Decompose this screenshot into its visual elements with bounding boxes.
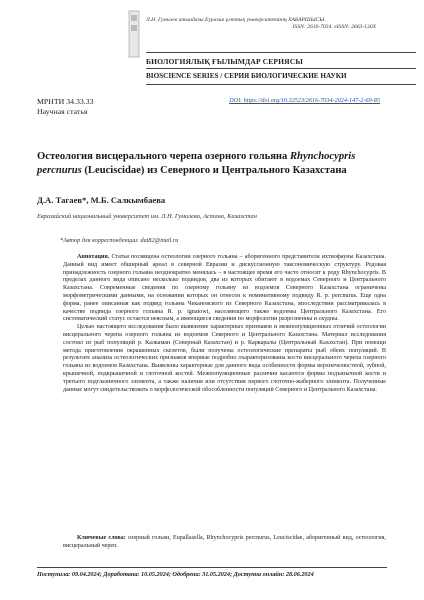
footer-divider bbox=[37, 567, 387, 568]
header-divider bbox=[146, 84, 416, 85]
abstract bbox=[63, 254, 386, 394]
journal-logo-icon bbox=[128, 9, 140, 59]
article-meta bbox=[37, 97, 94, 117]
mrnti-code: МРНТИ 34.33.33 bbox=[37, 97, 94, 106]
affiliation: Евразийский национальный университет им. Л.Н. Гумилева, Астана, Казахстан bbox=[37, 213, 257, 220]
header-divider bbox=[146, 52, 416, 53]
header-divider bbox=[146, 68, 416, 69]
journal-title-line: Л.Н. Гумилев атындағы Еуразия ұлттық университетінің ХАБАРШЫСЫ. bbox=[146, 17, 326, 23]
doi-link[interactable]: DOI: https://doi.org/10.32523/2616-7034-2024-147-2-69-85 bbox=[229, 97, 380, 104]
series-ru: BIOSCIENCE SERIES / СЕРИЯ БИОЛОГИЧЕСКИЕ НАУКИ bbox=[146, 72, 347, 80]
article-title bbox=[37, 150, 367, 178]
submission-dates: Поступила: 09.04.2024; Доработана: 10.05.2024; Одобрена: 31.05.2024; Доступна онлайн: 28.06.2024 bbox=[37, 571, 314, 578]
abstract-label: Аннотация. bbox=[77, 254, 110, 260]
title-part: Остеология висцерального черепа озерного гольяна bbox=[37, 151, 290, 162]
authors: Д.А. Тагаев*, М.Б. Салкымбаева bbox=[37, 195, 166, 205]
journal-info bbox=[146, 17, 376, 31]
keywords bbox=[63, 535, 386, 551]
title-latin-name: Rhynchocypris percnurus bbox=[37, 151, 356, 176]
keywords-label: Ключевые слова: bbox=[77, 535, 126, 541]
abstract-paragraph: Целью настоящего исследования было выявление характерных признаков и межпопуляционных отличий остеологии висцерального черепа озерного гольяна из водоемов Северного и Центрального Казахстана. Материал исследования состоял из рыб популяций р. Калкаман (Северный Казахстан) и р. Каркаралы (Центральный Казахстан). При помощи метода приготовления окрашенных скелетов, были получены остеологические препараты рыб обеих популяций. В результате анализа остеологических признаков впервые подробно охарактеризованы кости висцерального черепа озерного гольяна из водоемов Казахстана. Выявлены характерные для данного вида особенности формы верхнечелюстной, зубной, крышечной, подкрышечной и глоточной костей. Межпопуляционные различия касаются формы подъязычной кости и третьего подглазничного элемента, а также наличия или отсутствия первого глоточно-жаберного элемента. Полученные данные могут свидетельствовать о морфологической обособленности популяций Северного и Центрального Казахстана. bbox=[63, 324, 386, 393]
abstract-paragraph bbox=[63, 254, 386, 324]
journal-issn-line: ISSN: 2616-7034. eISSN: 2663-130X bbox=[292, 24, 376, 30]
article-type: Научная статья bbox=[37, 107, 88, 116]
series-kz: БИОЛОГИЯЛЫҚ ҒЫЛЫМДАР СЕРИЯСЫ bbox=[146, 57, 303, 66]
corresponding-author: *Автор для корреспонденции: dat82@mail.ru bbox=[60, 237, 179, 244]
abstract-text: Статья посвящена остеологии озерного гольяна – аборигенного представителя ихтиофауны Казахстана. Данный вид имеет обширный ареал в северной Евразии и дискуссионную таксономическую структуру. Родовая принадлежность озерного гольяна неоднократно менялась – в настоящее время его часто относят к роду Rhynchocypris. В пределах данного вида описано несколько подвидов, два из которых обитают в водоемах Северного и Центрального Казахстана. Современные сведения по озерному гольяну из водоемов Северного Казахстана ограничены морфометрическими данными, на основании которых он отнесен к номинативному подвиду R. p. percnurus. Еще одна форма, ранее описанная как подвид гольяна Чекановского из Северного Казахстана, впоследствии рассматривалась в качестве подвида озерного гольяна R. p. ignatowi, населяющего также водоемы Центрального Казахстана. Его систематический статус остается неясным, а имеющиеся сведения по морфологии разрозненны и скудны. bbox=[63, 254, 386, 323]
title-part: (Leuciscidae) из Северного и Центрального Казахстана bbox=[81, 165, 347, 176]
keywords-text: озерный гольян, Eupallasella, Rhynchocypris percnurus, Leuciscidae, аборигенный вид, остеология, висцеральный череп. bbox=[63, 535, 386, 549]
